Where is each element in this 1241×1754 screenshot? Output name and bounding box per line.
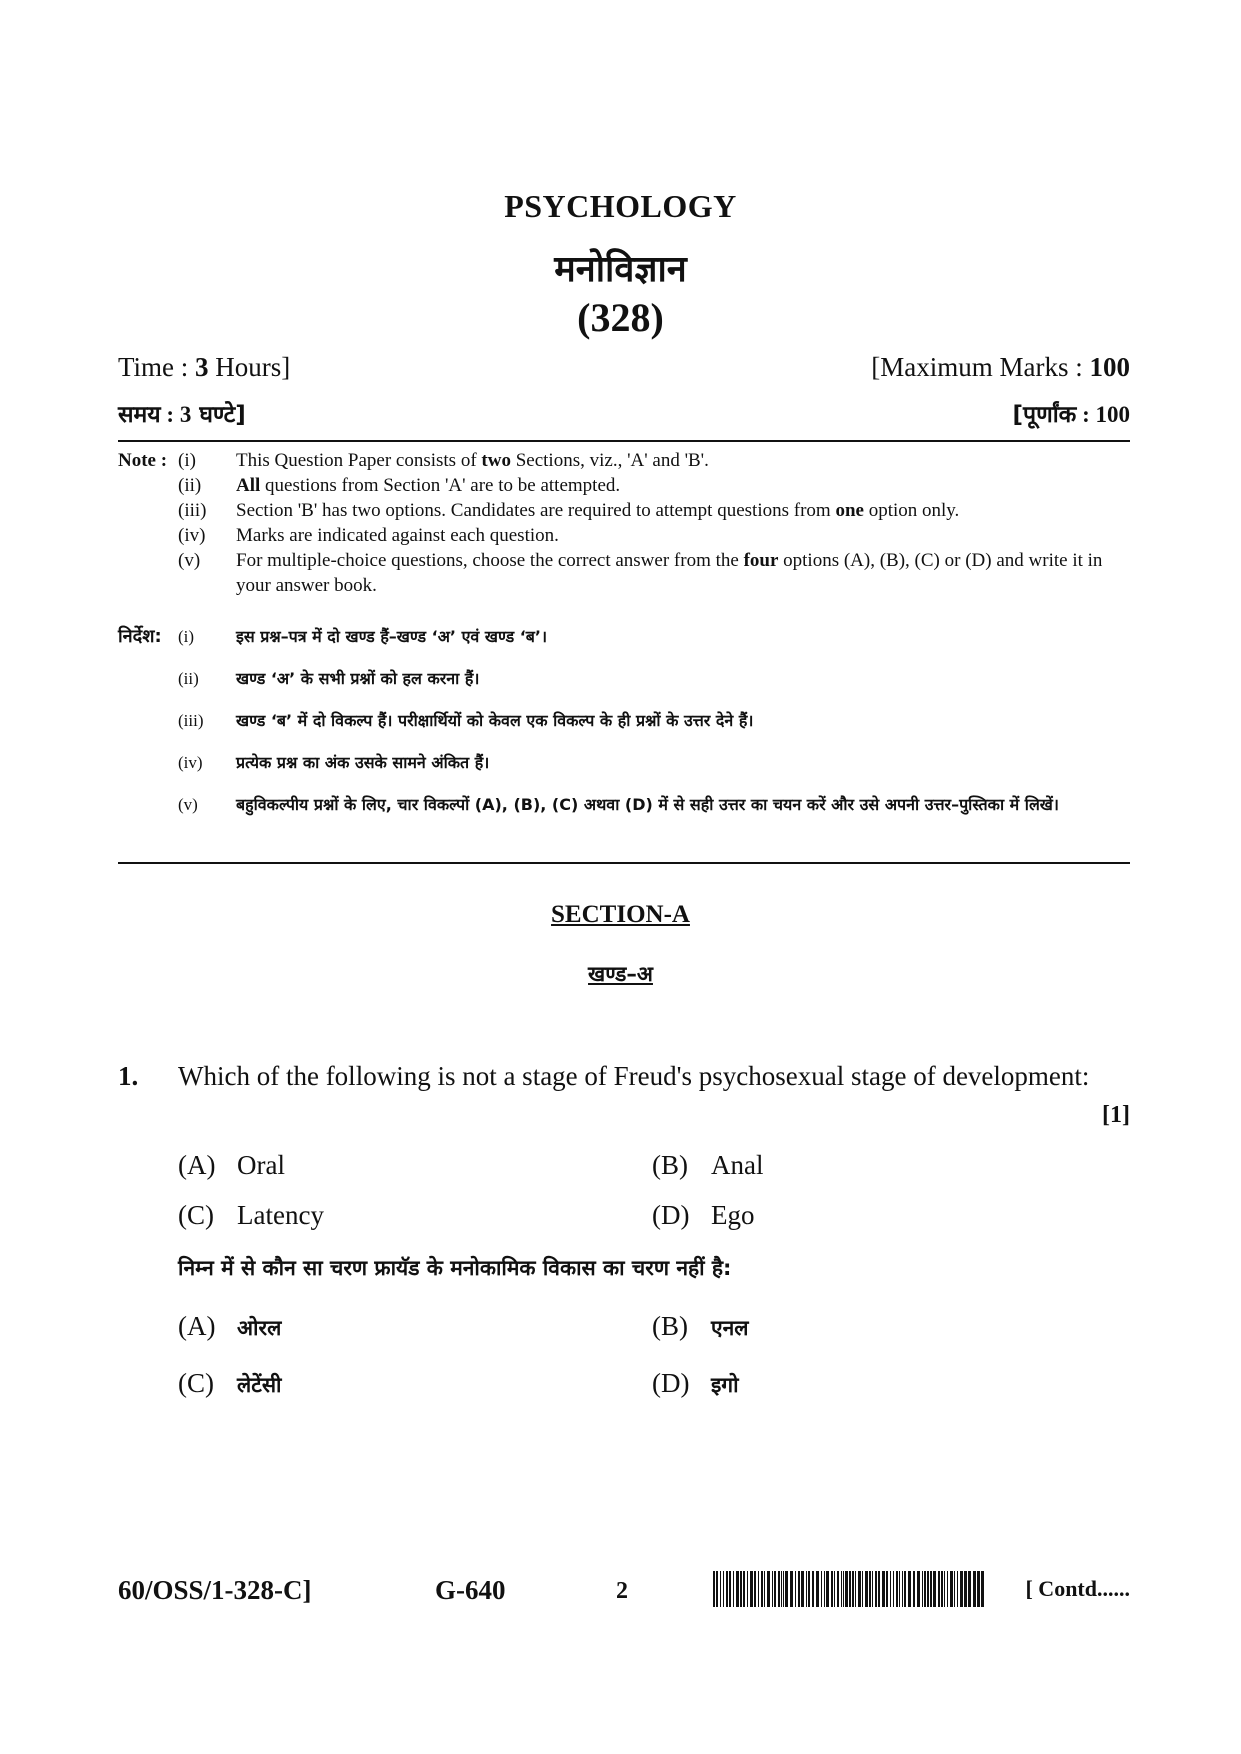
barcode-bar xyxy=(764,1571,765,1607)
barcode-bar xyxy=(826,1571,829,1607)
barcode-bar xyxy=(944,1571,945,1607)
note-number: (iv) xyxy=(178,753,203,772)
barcode-bar xyxy=(904,1571,906,1607)
barcode-bar xyxy=(785,1571,788,1607)
question-text: Which of the following is not a stage of Freud's psychosexual stage of development: xyxy=(178,1061,1090,1091)
barcode-bar xyxy=(849,1571,851,1607)
instruction-item xyxy=(118,548,1130,598)
barcode-bar xyxy=(927,1571,929,1607)
barcode-bar xyxy=(862,1571,863,1607)
paper-title-hindi: मनोविज्ञान xyxy=(554,249,687,290)
note-number: (iii) xyxy=(178,711,204,730)
barcode-bar xyxy=(723,1571,724,1607)
barcode-bar xyxy=(947,1571,948,1607)
maximum-marks: [Maximum Marks : 100 xyxy=(871,352,1130,382)
option-c-hindi xyxy=(178,1368,281,1399)
continued-marker: [ Contd...... xyxy=(1025,1576,1130,1601)
barcode-bar xyxy=(852,1571,854,1607)
barcode-bar xyxy=(855,1571,856,1607)
instruction-item xyxy=(118,473,1130,498)
note-text: Section 'B' has two options. Candidates are required to attempt questions from one option only. xyxy=(236,500,960,521)
note-label-hindi: निर्देश: xyxy=(118,626,162,647)
barcode-bar xyxy=(917,1571,920,1607)
barcode-bar xyxy=(798,1571,800,1607)
option-text-hindi: ओरल xyxy=(237,1316,282,1340)
barcode-bar xyxy=(774,1571,776,1607)
barcode-bar xyxy=(872,1571,873,1607)
barcode-bar xyxy=(834,1571,835,1607)
instructions-hindi xyxy=(118,624,1130,834)
page-number: 2 xyxy=(616,1578,628,1604)
option-c xyxy=(178,1200,324,1231)
instruction-item-hindi xyxy=(118,792,1130,818)
barcode-bar xyxy=(902,1571,903,1607)
barcode-bar xyxy=(981,1571,984,1607)
paper-title: PSYCHOLOGY xyxy=(504,188,737,224)
subject-code: (328) xyxy=(577,295,664,340)
note-text: This Question Paper consists of two Sections, viz., 'A' and 'B'. xyxy=(236,450,709,471)
barcode-bar xyxy=(801,1571,804,1607)
barcode xyxy=(713,1571,988,1607)
barcode-bar xyxy=(957,1571,958,1607)
note-text-hindi: खण्ड ‘ब’ में दो विकल्प हैं। परीक्षार्थियों को केवल एक विकल्प के ही प्रश्नों के उत्तर देने हैं। xyxy=(236,711,754,730)
barcode-bar xyxy=(729,1571,731,1607)
option-a xyxy=(178,1150,285,1181)
question-text-hindi: निम्न में से कौन सा चरण फ्रायॅड के मनोकामिक विकास का चरण नहीं है: xyxy=(178,1256,732,1280)
note-number: (i) xyxy=(178,450,196,471)
note-number: (i) xyxy=(178,627,195,646)
section-heading: SECTION-A xyxy=(551,901,690,928)
question-number: 1. xyxy=(118,1061,139,1091)
barcode-bar xyxy=(761,1571,763,1607)
option-label: (D) xyxy=(652,1200,690,1230)
barcode-bar xyxy=(933,1571,936,1607)
option-label: (A) xyxy=(178,1311,216,1341)
instruction-item xyxy=(118,523,1130,548)
barcode-bar xyxy=(758,1571,759,1607)
barcode-bar xyxy=(890,1571,891,1607)
barcode-bar xyxy=(896,1571,898,1607)
barcode-bar xyxy=(733,1571,734,1607)
barcode-bar xyxy=(783,1571,784,1607)
option-d-hindi xyxy=(652,1368,739,1399)
option-label: (B) xyxy=(652,1311,688,1341)
barcode-bar xyxy=(977,1571,980,1607)
barcode-bar xyxy=(790,1571,793,1607)
note-text: For multiple-choice questions, choose the correct answer from the four options (A), (B), (C) or (D) and write it in your answer book. xyxy=(236,550,1103,596)
barcode-bar xyxy=(720,1571,721,1607)
time-duration-hindi: समय : 3 घण्टे] xyxy=(118,402,246,428)
divider xyxy=(118,862,1130,864)
time-marks-row xyxy=(118,352,1130,383)
barcode-bar xyxy=(960,1571,963,1607)
barcode-bar xyxy=(806,1571,807,1607)
question-marks: [1] xyxy=(1102,1102,1130,1128)
option-text-hindi: एनल xyxy=(711,1316,749,1340)
barcode-bar xyxy=(713,1571,715,1607)
barcode-bar xyxy=(869,1571,871,1607)
option-text: Anal xyxy=(711,1150,764,1180)
barcode-bar xyxy=(772,1571,773,1607)
note-number: (ii) xyxy=(178,475,202,496)
option-b xyxy=(652,1150,763,1181)
barcode-bar xyxy=(808,1571,810,1607)
note-text: All questions from Section 'A' are to be attempted. xyxy=(236,475,621,496)
barcode-bar xyxy=(858,1571,861,1607)
barcode-bar xyxy=(938,1571,940,1607)
option-text: Latency xyxy=(237,1200,324,1230)
barcode-bar xyxy=(743,1571,745,1607)
barcode-bar xyxy=(954,1571,955,1607)
instruction-item-hindi xyxy=(118,666,1130,692)
instructions xyxy=(118,448,1130,598)
barcode-bar xyxy=(736,1571,739,1607)
barcode-bar xyxy=(843,1571,844,1607)
barcode-bar xyxy=(922,1571,923,1607)
option-label: (A) xyxy=(178,1150,216,1180)
option-label: (D) xyxy=(652,1368,690,1398)
note-number: (v) xyxy=(178,795,198,814)
barcode-bar xyxy=(747,1571,748,1607)
maximum-marks-hindi: [पूर्णांक : 100 xyxy=(1012,402,1130,428)
barcode-bar xyxy=(778,1571,780,1607)
section-heading-hindi: खण्ड–अ xyxy=(588,962,653,986)
barcode-bar xyxy=(716,1571,718,1607)
option-label: (C) xyxy=(178,1200,214,1230)
barcode-bar xyxy=(941,1571,943,1607)
paper-code: 60/OSS/1-328-C] xyxy=(118,1575,312,1605)
note-text-hindi: इस प्रश्न–पत्र में दो खण्ड हैं–खण्ड ‘अ’ एवं खण्ड ‘ब’। xyxy=(236,627,548,646)
divider xyxy=(118,440,1130,442)
option-text: Oral xyxy=(237,1150,285,1180)
barcode-bar xyxy=(924,1571,926,1607)
barcode-bar xyxy=(886,1571,888,1607)
option-label: (B) xyxy=(652,1150,688,1180)
barcode-bar xyxy=(968,1571,971,1607)
option-text: Ego xyxy=(711,1200,755,1230)
note-number: (iv) xyxy=(178,525,206,546)
option-d xyxy=(652,1200,755,1231)
barcode-bar xyxy=(899,1571,900,1607)
instruction-item-hindi xyxy=(118,750,1130,776)
note-number: (ii) xyxy=(178,669,199,688)
time-duration: Time : 3 Hours] xyxy=(118,352,291,382)
barcode-bar xyxy=(908,1571,911,1607)
instruction-item-hindi xyxy=(118,708,1130,734)
note-text-hindi: बहुविकल्पीय प्रश्नों के लिए, चार विकल्पों (A), (B), (C) अथवा (D) में से सही उत्तर का चयन करें और उसे अपनी उत्तर–पुस्तिका में लिखें। xyxy=(236,795,1059,814)
barcode-bar xyxy=(875,1571,877,1607)
barcode-bar xyxy=(973,1571,976,1607)
barcode-bar xyxy=(767,1571,770,1607)
option-text-hindi: लेटेंसी xyxy=(237,1373,282,1397)
barcode-bar xyxy=(865,1571,868,1607)
barcode-bar xyxy=(964,1571,967,1607)
paper-series: G-640 xyxy=(435,1575,506,1605)
note-label: Note : xyxy=(118,450,168,471)
instruction-item xyxy=(118,498,1130,523)
barcode-bar xyxy=(816,1571,819,1607)
barcode-bar xyxy=(824,1571,825,1607)
barcode-bar xyxy=(841,1571,842,1607)
barcode-bar xyxy=(754,1571,756,1607)
barcode-bar xyxy=(950,1571,953,1607)
option-label: (C) xyxy=(178,1368,214,1398)
note-text-hindi: प्रत्येक प्रश्न का अंक उसके सामने अंकित हैं। xyxy=(236,753,490,772)
option-b-hindi xyxy=(652,1311,749,1342)
barcode-bar xyxy=(740,1571,742,1607)
barcode-bar xyxy=(882,1571,885,1607)
time-marks-row-hindi xyxy=(118,397,1130,429)
note-text-hindi: खण्ड ‘अ’ के सभी प्रश्नों को हल करना हैं। xyxy=(236,669,480,688)
barcode-bar xyxy=(930,1571,932,1607)
barcode-bar xyxy=(781,1571,782,1607)
barcode-bar xyxy=(821,1571,822,1607)
barcode-bar xyxy=(913,1571,915,1607)
barcode-bar xyxy=(878,1571,880,1607)
note-number: (v) xyxy=(178,550,201,571)
instruction-item xyxy=(118,448,1130,473)
barcode-bar xyxy=(893,1571,894,1607)
barcode-bar xyxy=(845,1571,848,1607)
note-number: (iii) xyxy=(178,500,207,521)
option-a-hindi xyxy=(178,1311,281,1342)
barcode-bar xyxy=(795,1571,796,1607)
barcode-bar xyxy=(726,1571,728,1607)
instruction-item-hindi xyxy=(118,624,1130,650)
option-text-hindi: इगो xyxy=(711,1373,739,1397)
note-text: Marks are indicated against each question. xyxy=(236,525,559,546)
barcode-bar xyxy=(831,1571,833,1607)
barcode-bar xyxy=(750,1571,753,1607)
barcode-bar xyxy=(837,1571,839,1607)
barcode-bar xyxy=(812,1571,814,1607)
